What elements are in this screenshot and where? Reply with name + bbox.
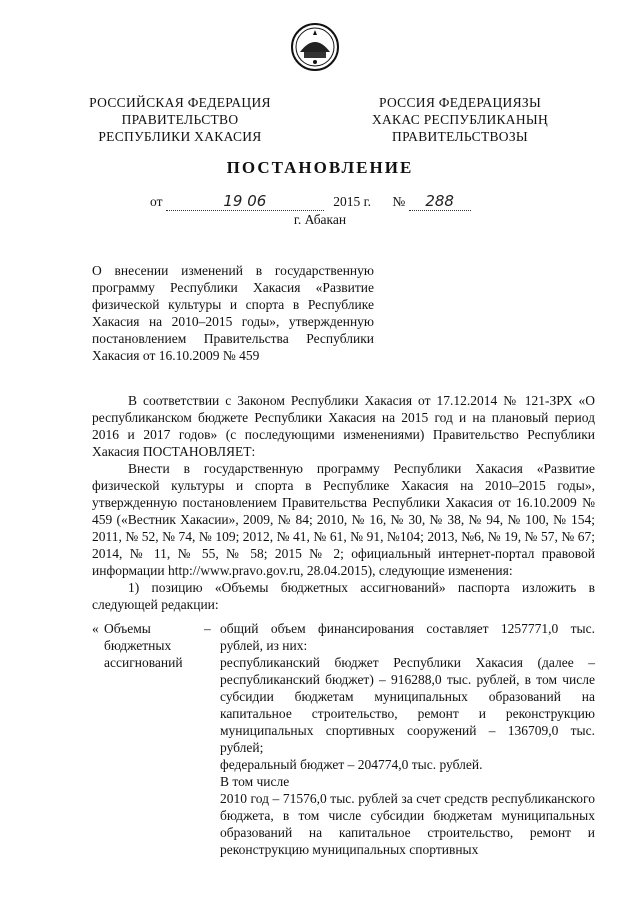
date-number-line: [150, 192, 471, 211]
open-quote: «: [92, 621, 99, 636]
paragraph: Внести в государственную программу Республики Хакасия «Развитие физической культуры и спорта в Республике Хакасия на 2010–2015 годы», утвержденную постановлением Правительства Республики Хакасия от 16.10.2009 № 459 («Вестник Хакасии», 2009, № 84; 2010, № 16, № 30, № 38, № 94, № 100, № 154; 2011, № 52, № 74, № 109; 2012, № 41, № 61, № 91, №104; 2013, №6, № 19, № 57, № 67; 2014, № 11, № 55, № 58; 2015 № 2; официальный интернет-портал правовой информации http://www.pravo.gov.ru, 28.04.2015), следующие изменения:: [92, 461, 595, 578]
header-left-line: РЕСПУБЛИКИ ХАКАСИЯ: [98, 129, 262, 144]
date-year: 2015 г.: [333, 194, 371, 209]
city-name: г. Абакан: [293, 212, 347, 227]
paragraph: В соответствии с Законом Республики Хакасия от 17.12.2014 № 121-ЗРХ «О республиканском бюджете Республики Хакасия на 2015 год и на плановый период 2016 и 2017 годов» (с последующими изменениями) Правительство Республики Хакасия ПОСТАНОВЛЯЕТ:: [92, 393, 595, 459]
paragraph: 1) позицию «Объемы бюджетных ассигнований» паспорта изложить в следующей редакции:: [92, 580, 595, 612]
table-line: общий объем финансирования составляет 1257771,0 тыс. рублей, из них:: [220, 621, 595, 653]
header-right-line: ХАКАС РЕСПУБЛИКАНЫҢ: [371, 112, 549, 127]
table-line: 2010 год – 71576,0 тыс. рублей за счет средств республиканского бюджета, в том числе субсидии бюджетам муниципальных образований на капитальное строительство, ремонт и реконструкцию муниципальных спортивных: [220, 791, 595, 857]
table-content-column: [220, 620, 595, 858]
number-label: №: [392, 194, 406, 209]
subject-block: О внесении изменений в государственную программу Республики Хакасия «Развитие физической культуры и спорта в Республике Хакасия на 2010–2015 годы», утвержденную постановлением Правительства Республики Хакасия от 16.10.2009 № 459: [92, 263, 374, 363]
header-right-line: ПРАВИТЕЛЬСТВОЗЫ: [392, 129, 528, 144]
table-line: республиканский бюджет Республики Хакасия (далее – республиканский бюджет) – 916288,0 тыс. рублей, в том числе субсидии бюджетам муниципальных образований на капитальное строительство, ремонт и реконструкцию муниципальных спортивных сооружений – 136709,0 тыс. рублей;: [220, 655, 595, 755]
body-text: [92, 392, 595, 613]
table-dash: –: [204, 621, 211, 636]
date-from-label: от: [150, 194, 163, 209]
handwritten-date: 19 06: [166, 192, 324, 211]
coat-of-arms-emblem: [290, 22, 340, 72]
header-right-line: РОССИЯ ФЕДЕРАЦИЯЗЫ: [378, 95, 542, 110]
document-title: ПОСТАНОВЛЕНИЕ: [226, 158, 414, 177]
table-line: федеральный бюджет – 204774,0 тыс. рублей.: [220, 757, 483, 772]
header-left-line: ПРАВИТЕЛЬСТВО: [121, 112, 239, 127]
table-label: Объемы бюджетных ассигнований: [104, 621, 183, 670]
handwritten-number: 288: [409, 192, 471, 211]
header-russian: [80, 94, 280, 145]
header-khakas: [360, 94, 560, 145]
table-line: В том числе: [220, 774, 290, 789]
header-left-line: РОССИЙСКАЯ ФЕДЕРАЦИЯ: [89, 95, 271, 110]
